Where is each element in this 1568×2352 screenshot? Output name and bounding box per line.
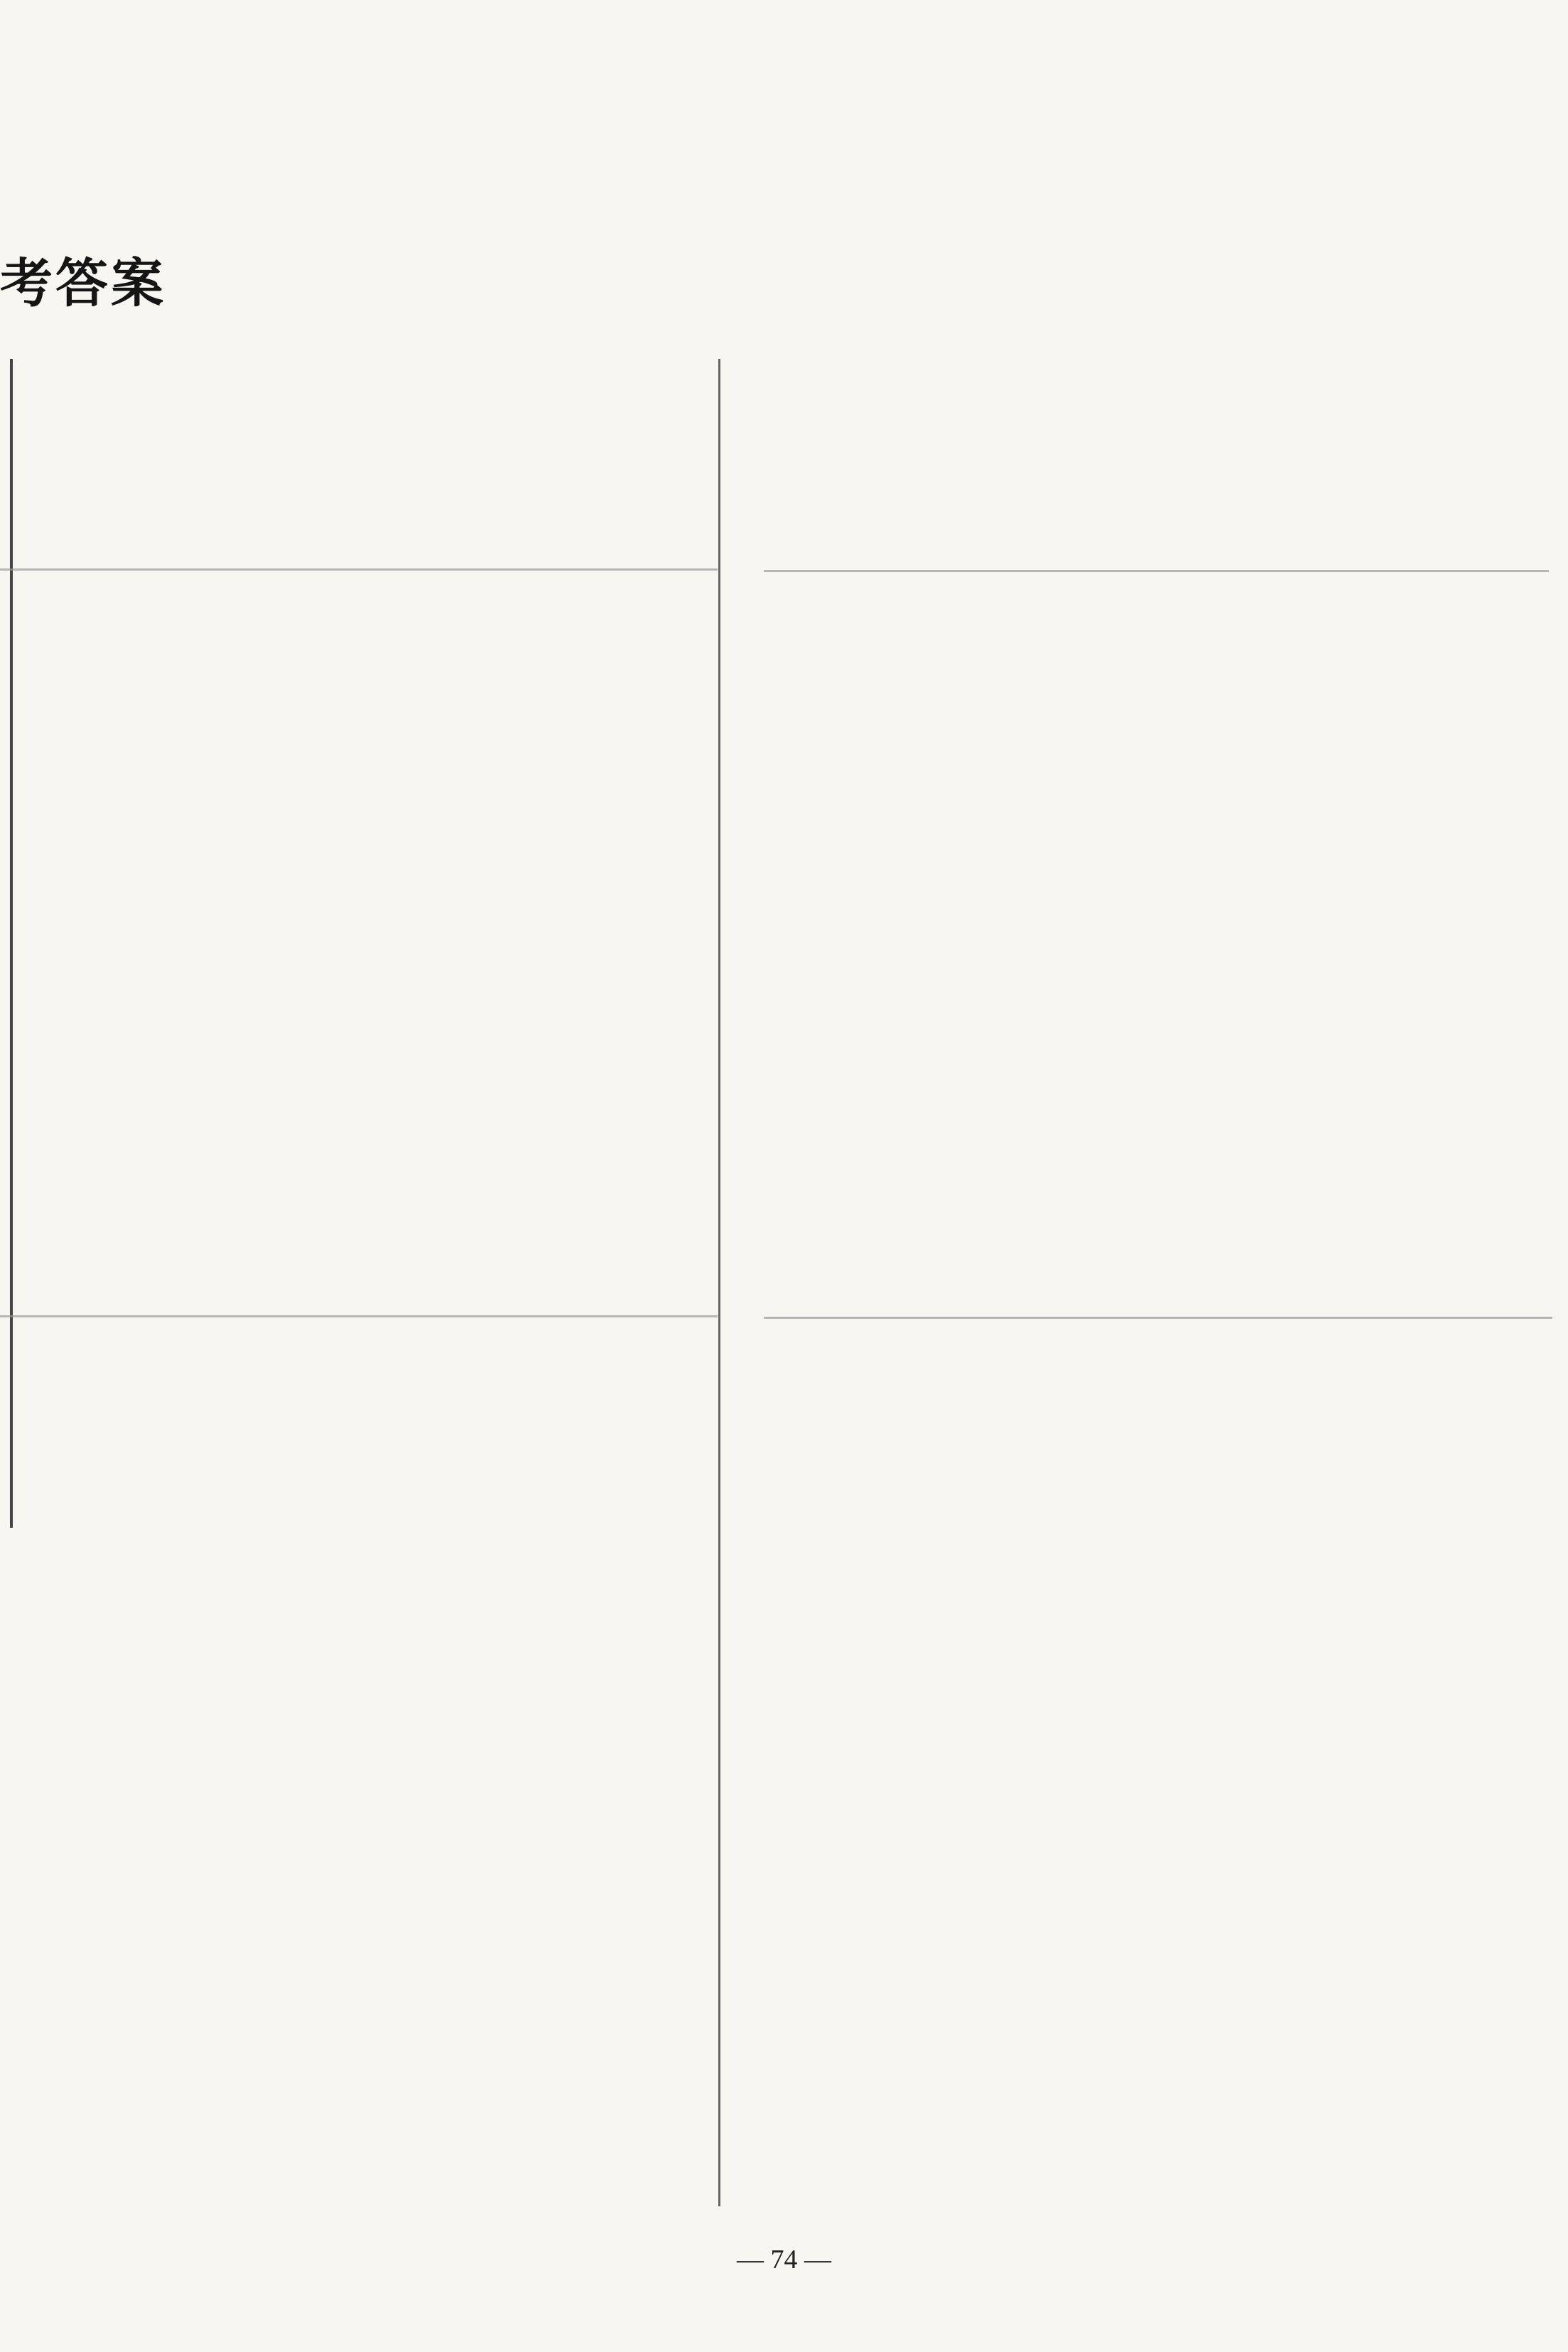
page-header-title: 考答案 [0, 253, 166, 314]
column-divider [718, 359, 720, 2206]
page-number: — 74 — [737, 2245, 831, 2275]
left-margin-rule [10, 359, 13, 1528]
scan-artifact-line [764, 570, 1549, 572]
scan-artifact-line [0, 1315, 718, 1317]
scan-artifact-line [0, 568, 718, 571]
scan-artifact-line [764, 1317, 1552, 1319]
